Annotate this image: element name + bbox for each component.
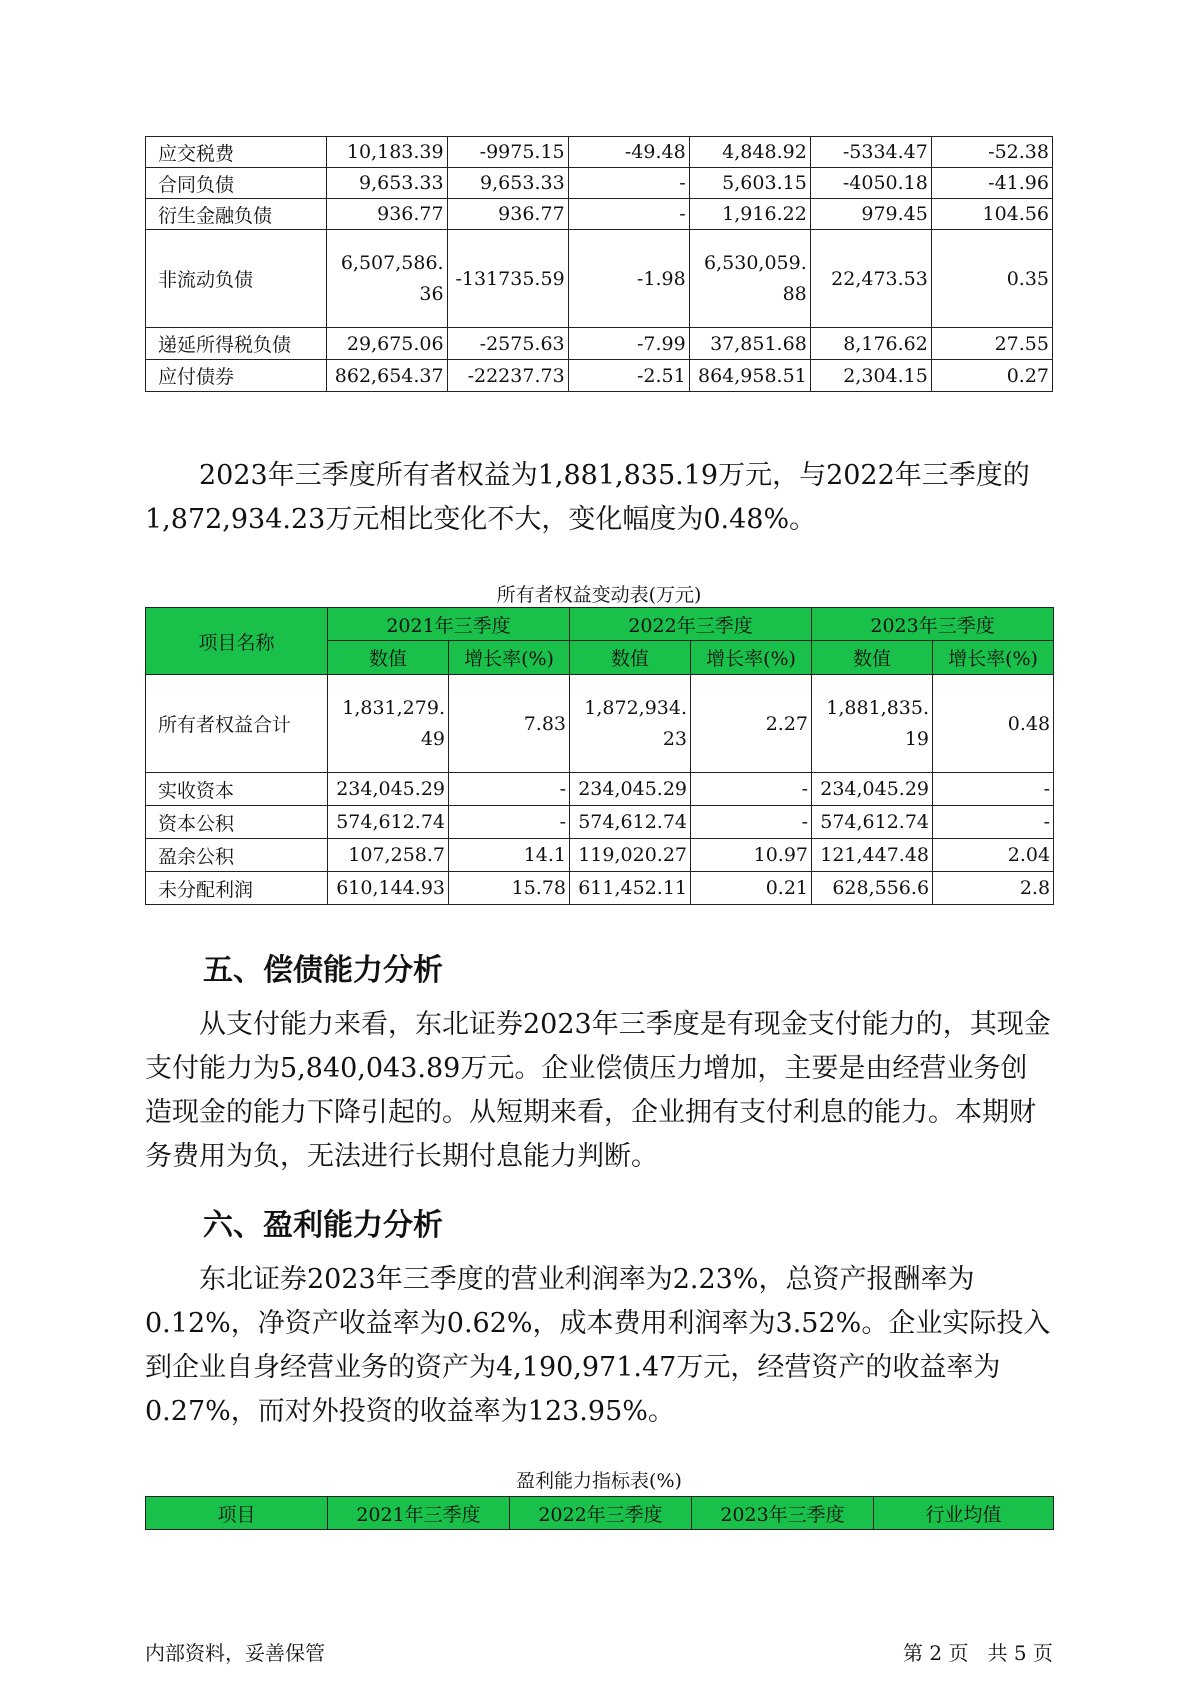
equity-table-caption: 所有者权益变动表(万元): [496, 584, 702, 606]
profit-table-body: [146, 1497, 1054, 1530]
table-cell: 15.78: [449, 872, 570, 905]
table-cell: 2.04: [933, 839, 1054, 872]
table-cell: -: [933, 773, 1054, 806]
equity-paragraph: 2023年三季度所有者权益为1,881,835.19万元，与2022年三季度的1,872,934.23万元相比变化不大，变化幅度为0.48%。: [145, 460, 1030, 535]
table-cell: -52.38: [931, 137, 1052, 168]
column-header: 行业均值: [874, 1497, 1054, 1530]
row-name: 应付债券: [146, 360, 327, 392]
table-cell: 4,848.92: [689, 137, 810, 168]
section-heading-profitability: 六、盈利能力分析: [203, 1208, 443, 1243]
table-row: [146, 360, 1053, 392]
table-cell: 0.27: [931, 360, 1052, 392]
row-name: 资本公积: [146, 806, 328, 839]
profit-table-caption: 盈利能力指标表(%): [516, 1470, 682, 1492]
section-heading-solvency: 五、偿债能力分析: [203, 953, 443, 988]
table-cell: 9,653.33: [447, 168, 568, 199]
table-cell: 10,183.39: [326, 137, 447, 168]
table-cell: 234,045.29: [570, 773, 691, 806]
table-cell: 7.83: [449, 675, 570, 773]
table-cell: 574,612.74: [570, 806, 691, 839]
table-cell: 610,144.93: [328, 872, 449, 905]
table-cell: -2575.63: [447, 328, 568, 360]
table-cell: -49.48: [568, 137, 689, 168]
table-header-row: [146, 608, 1054, 641]
table-cell: 9,653.33: [326, 168, 447, 199]
table-cell: -: [568, 168, 689, 199]
table-cell: -4050.18: [810, 168, 931, 199]
row-name: 衍生金融负债: [146, 199, 327, 230]
column-header: 2023年三季度: [692, 1497, 874, 1530]
column-header: 2021年三季度: [328, 1497, 510, 1530]
table-cell: 10.97: [691, 839, 812, 872]
table-cell: 8,176.62: [810, 328, 931, 360]
table-cell: 104.56: [931, 199, 1052, 230]
item-header: 项目名称: [146, 608, 328, 675]
table-cell: 2,304.15: [810, 360, 931, 392]
value-header: 数值: [328, 641, 449, 675]
table-cell: -: [449, 806, 570, 839]
table-cell: 6,530,059.88: [689, 230, 810, 328]
table-cell: 574,612.74: [328, 806, 449, 839]
table-cell: 6,507,586.36: [326, 230, 447, 328]
table-cell: 37,851.68: [689, 328, 810, 360]
table-cell: -: [568, 199, 689, 230]
row-name: 所有者权益合计: [146, 675, 328, 773]
row-name: 未分配利润: [146, 872, 328, 905]
table-cell: -131735.59: [447, 230, 568, 328]
profitability-paragraph: 东北证券2023年三季度的营业利润率为2.23%，总资产报酬率为0.12%，净资产收益率为0.62%，成本费用利润率为3.52%。企业实际投入到企业自身经营业务的资产为4,190,971.47万元，经营资产的收益率为0.27%，而对外投资的收益率为123.95%。: [145, 1264, 1051, 1427]
table-cell: 0.21: [691, 872, 812, 905]
table-cell: 574,612.74: [812, 806, 933, 839]
table-cell: 628,556.6: [812, 872, 933, 905]
growth-header: 增长率(%): [933, 641, 1054, 675]
table-cell: 2.8: [933, 872, 1054, 905]
liabilities-table: [145, 136, 1053, 392]
table-cell: 5,603.15: [689, 168, 810, 199]
table-cell: 121,447.48: [812, 839, 933, 872]
table-row: [146, 199, 1053, 230]
table-cell: 107,258.7: [328, 839, 449, 872]
table-row: [146, 137, 1053, 168]
table-row: [146, 773, 1054, 806]
growth-header: 增长率(%): [691, 641, 812, 675]
table-cell: 14.1: [449, 839, 570, 872]
table-cell: 1,872,934.23: [570, 675, 691, 773]
row-name: 非流动负债: [146, 230, 327, 328]
table-cell: 936.77: [447, 199, 568, 230]
table-row: [146, 328, 1053, 360]
row-name: 递延所得税负债: [146, 328, 327, 360]
table-cell: 234,045.29: [328, 773, 449, 806]
profit-table: [145, 1496, 1054, 1530]
period-header: 2021年三季度: [328, 608, 570, 641]
table-row: [146, 230, 1053, 328]
table-cell: 979.45: [810, 199, 931, 230]
row-name: 实收资本: [146, 773, 328, 806]
footer-confidential-note: 内部资料，妥善保管: [145, 1641, 325, 1665]
table-row: [146, 675, 1054, 773]
table-cell: -: [691, 806, 812, 839]
row-name: 合同负债: [146, 168, 327, 199]
table-cell: 29,675.06: [326, 328, 447, 360]
table-cell: 1,916.22: [689, 199, 810, 230]
liabilities-table-body: [146, 137, 1053, 392]
table-row: [146, 839, 1054, 872]
table-cell: 119,020.27: [570, 839, 691, 872]
table-row: [146, 168, 1053, 199]
row-name: 应交税费: [146, 137, 327, 168]
column-header: 2022年三季度: [510, 1497, 692, 1530]
period-header: 2022年三季度: [570, 608, 812, 641]
solvency-paragraph: 从支付能力来看，东北证券2023年三季度是有现金支付能力的，其现金支付能力为5,840,043.89万元。企业偿债压力增加，主要是由经营业务创造现金的能力下降引起的。从短期来看，企业拥有支付利息的能力。本期财务费用为负，无法进行长期付息能力判断。: [145, 1009, 1051, 1172]
table-cell: 2.27: [691, 675, 812, 773]
table-cell: -7.99: [568, 328, 689, 360]
table-cell: 862,654.37: [326, 360, 447, 392]
table-cell: 0.48: [933, 675, 1054, 773]
row-name: 盈余公积: [146, 839, 328, 872]
table-row: [146, 872, 1054, 905]
table-cell: -1.98: [568, 230, 689, 328]
table-cell: -: [933, 806, 1054, 839]
table-cell: 936.77: [326, 199, 447, 230]
table-cell: -2.51: [568, 360, 689, 392]
table-cell: 611,452.11: [570, 872, 691, 905]
footer-page-number: 第 2 页 共 5 页: [903, 1641, 1053, 1665]
growth-header: 增长率(%): [449, 641, 570, 675]
table-cell: 27.55: [931, 328, 1052, 360]
table-row: [146, 806, 1054, 839]
table-cell: 22,473.53: [810, 230, 931, 328]
table-cell: -9975.15: [447, 137, 568, 168]
value-header: 数值: [812, 641, 933, 675]
table-cell: -22237.73: [447, 360, 568, 392]
table-cell: 864,958.51: [689, 360, 810, 392]
equity-table-body: [146, 608, 1054, 905]
table-cell: -5334.47: [810, 137, 931, 168]
table-cell: 234,045.29: [812, 773, 933, 806]
table-cell: -: [449, 773, 570, 806]
table-header-row: [146, 1497, 1054, 1530]
table-cell: 1,881,835.19: [812, 675, 933, 773]
table-cell: 1,831,279.49: [328, 675, 449, 773]
equity-table: [145, 607, 1054, 905]
table-cell: -41.96: [931, 168, 1052, 199]
table-cell: -: [691, 773, 812, 806]
value-header: 数值: [570, 641, 691, 675]
column-header: 项目: [146, 1497, 328, 1530]
period-header: 2023年三季度: [812, 608, 1054, 641]
table-cell: 0.35: [931, 230, 1052, 328]
